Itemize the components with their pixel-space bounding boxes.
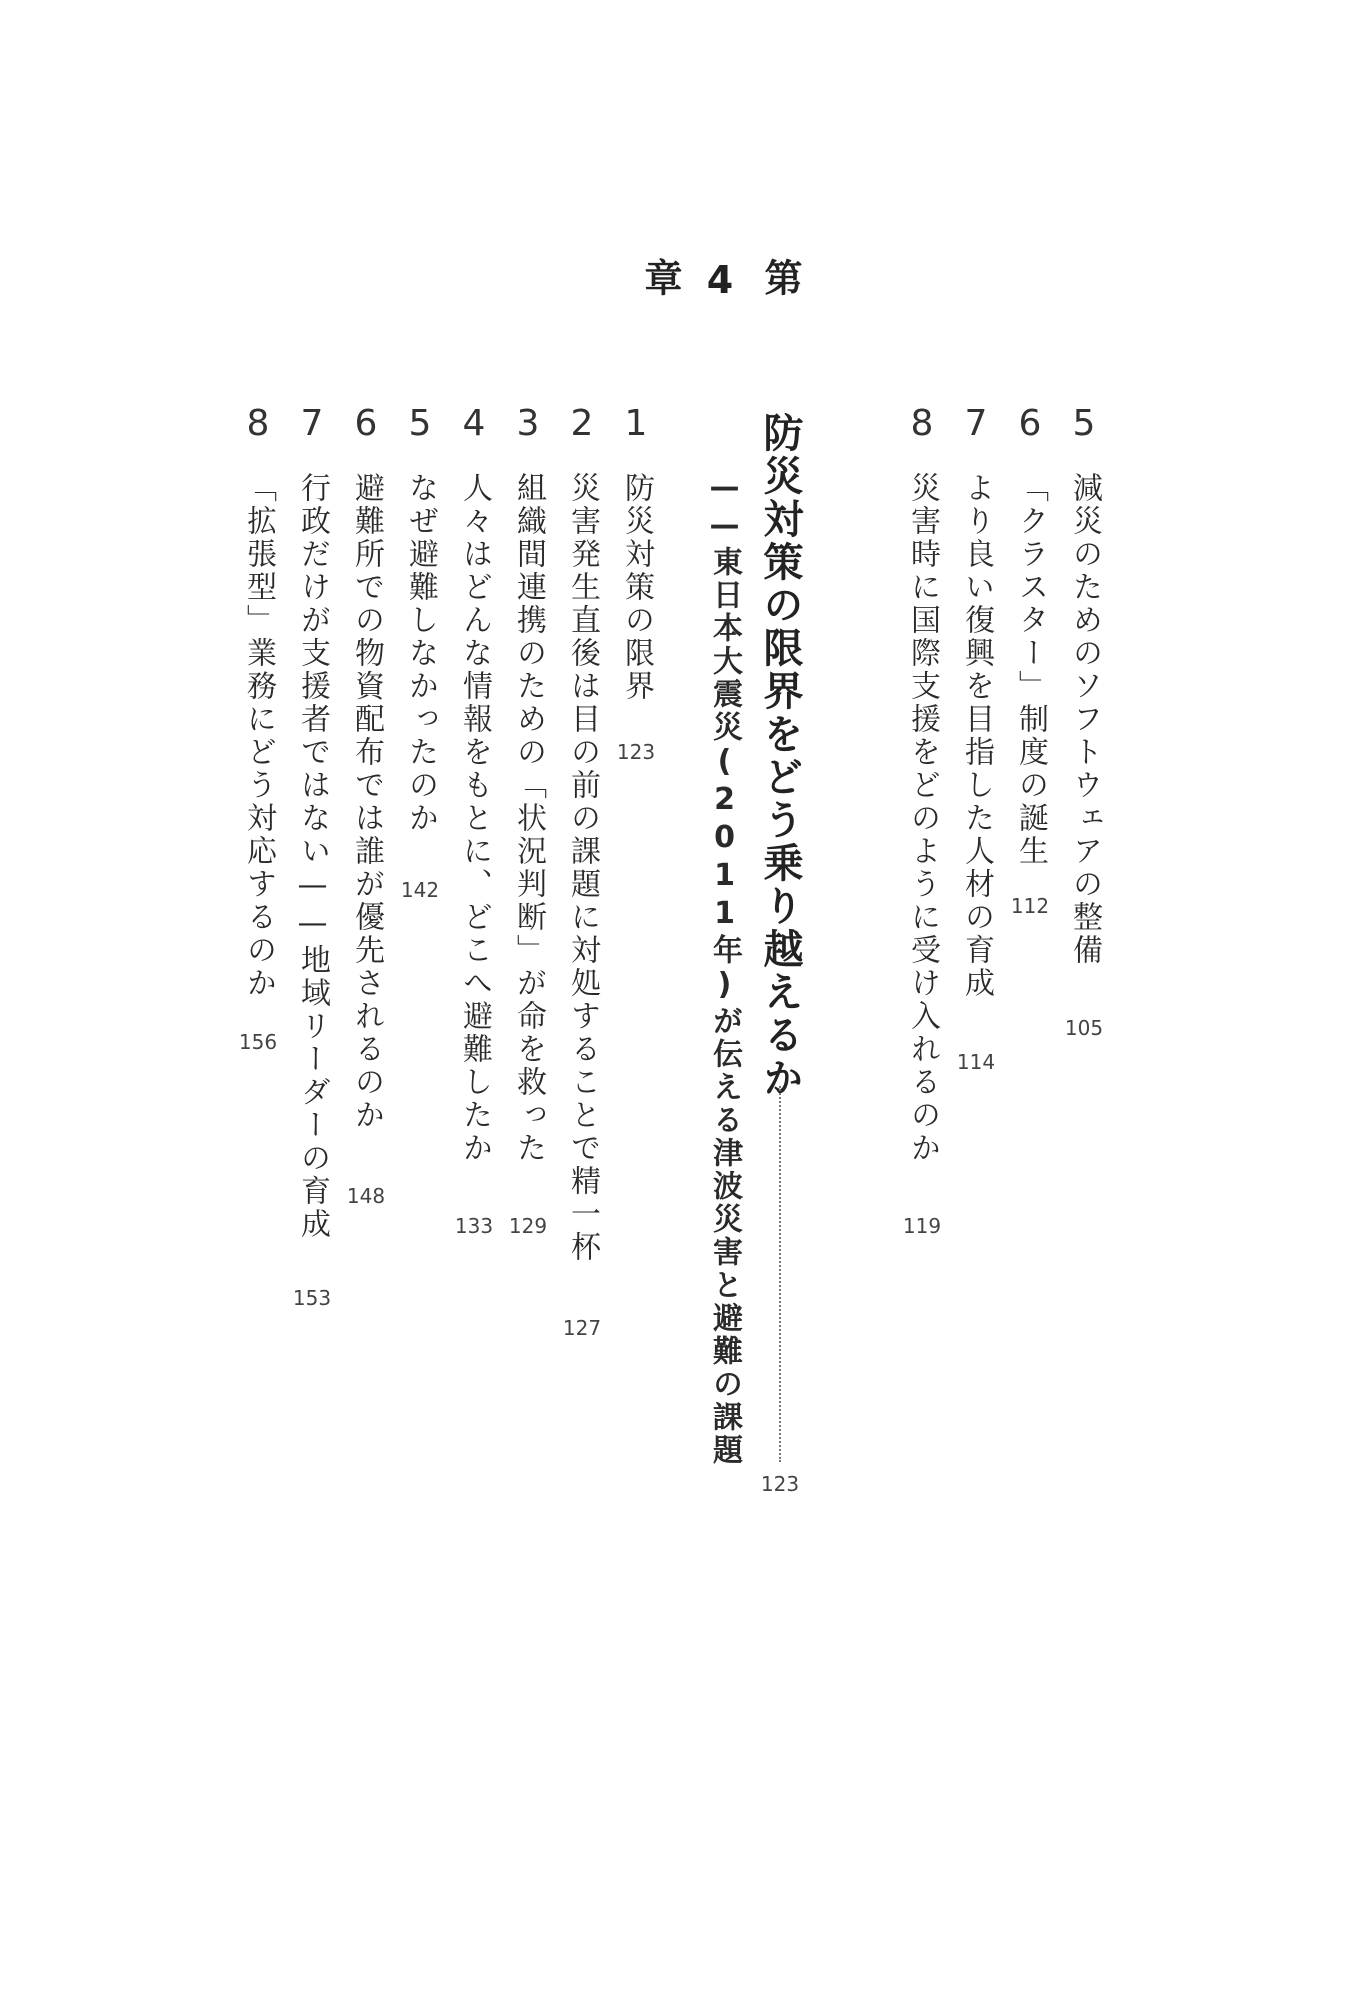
entry-title: 避難所での物資配布では誰が優先されるのか [349, 472, 384, 1132]
entry-page: 114 [956, 1050, 996, 1074]
entry-page: 123 [616, 740, 656, 764]
entry-page: 156 [238, 1030, 278, 1054]
entry-title: より良い復興を目指した人材の育成 [959, 472, 994, 1000]
entry-title: 行政だけが支援者ではない——地域リーダーの育成 [295, 472, 330, 1241]
entry-number: 8 [910, 403, 934, 444]
entry-page: 119 [902, 1214, 942, 1238]
entry-title: 人々はどんな情報をもとに、どこへ避難したか [457, 472, 492, 1165]
leader-dots [779, 1086, 781, 1462]
entry-title: 防災対策の限界 [619, 472, 654, 703]
entry-page: 127 [562, 1316, 602, 1340]
entry-page: 112 [1010, 894, 1050, 918]
entry-title: 災害発生直後は目の前の課題に対処することで精一杯 [565, 472, 600, 1264]
entry-number: 6 [1018, 403, 1042, 444]
entry-number: 1 [624, 403, 648, 444]
entry-title: 「クラスター」制度の誕生 [1013, 472, 1048, 868]
entry-title: 減災のためのソフトウェアの整備 [1067, 472, 1102, 967]
entry-number: 8 [246, 403, 270, 444]
entry-number: 7 [964, 403, 988, 444]
entry-title: 「拡張型」業務にどう対応するのか [241, 472, 276, 1000]
entry-page: 129 [508, 1214, 548, 1238]
entry-number: 2 [570, 403, 594, 444]
entry-number: 6 [354, 403, 378, 444]
entry-page: 142 [400, 878, 440, 902]
entry-number: 7 [300, 403, 324, 444]
entry-title: 組織間連携のための「状況判断」が命を救った [511, 472, 546, 1165]
entry-number: 3 [516, 403, 540, 444]
entry-page: 105 [1064, 1016, 1104, 1040]
chapter-title: 防災対策の限界をどう乗り越えるか [757, 412, 803, 1100]
entry-page: 133 [454, 1214, 494, 1238]
entry-page: 153 [292, 1286, 332, 1310]
chapter-label: 第4章 [638, 258, 802, 304]
entry-title: なぜ避難しなかったのか [403, 472, 438, 835]
entry-number: 5 [408, 403, 432, 444]
entry-page: 148 [346, 1184, 386, 1208]
chapter-subtitle: ——東日本大震災(2011年)が伝える津波災害と避難の課題 [707, 470, 742, 1467]
entry-title: 災害時に国際支援をどのように受け入れるのか [905, 472, 940, 1165]
entry-number: 5 [1072, 403, 1096, 444]
chapter-page: 123 [760, 1472, 800, 1496]
entry-number: 4 [462, 403, 486, 444]
